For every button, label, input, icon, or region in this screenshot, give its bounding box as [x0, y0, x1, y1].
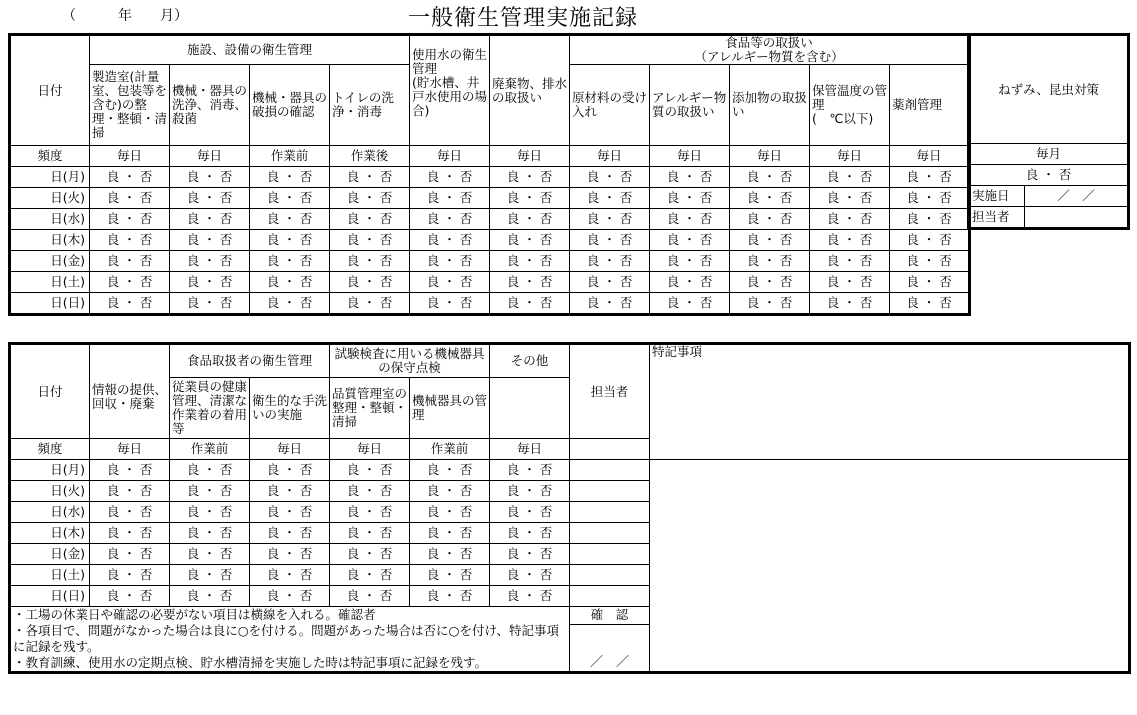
check-cell[interactable]: 良 ・ 否: [170, 565, 250, 586]
check-cell[interactable]: 良 ・ 否: [90, 565, 170, 586]
special-notes-label: 特記事項: [652, 344, 703, 359]
hygiene-table-2: [8, 342, 1131, 674]
check-cell[interactable]: 良 ・ 否: [90, 293, 170, 315]
check-cell[interactable]: 良 ・ 否: [90, 230, 170, 251]
check-cell[interactable]: 良 ・ 否: [490, 251, 570, 272]
day-label: 日(土): [10, 565, 90, 586]
person-cell[interactable]: [570, 586, 650, 607]
col-room: 製造室(計量室、包装等を含む)の整理・整頓・清掃: [90, 65, 170, 146]
col-chemical: 薬剤管理: [890, 65, 970, 146]
day-label: 日(火): [10, 481, 90, 502]
col-waste: 廃棄物、排水の取扱い: [490, 35, 570, 146]
check-cell[interactable]: 良 ・ 否: [410, 188, 490, 209]
check-cell[interactable]: 良 ・ 否: [570, 272, 650, 293]
check-cell[interactable]: 良 ・ 否: [170, 188, 250, 209]
pest-freq: 毎月: [969, 144, 1129, 165]
impl-date-label: 実施日: [969, 186, 1025, 207]
check-cell[interactable]: 良 ・ 否: [90, 272, 170, 293]
check-cell[interactable]: 良 ・ 否: [170, 481, 250, 502]
freq-cell: 作業前: [410, 439, 490, 460]
check-cell[interactable]: 良 ・ 否: [890, 209, 970, 230]
day-label: 日(日): [10, 293, 90, 315]
check-cell[interactable]: 良 ・ 否: [730, 167, 810, 188]
freq-cell: 作業前: [250, 146, 330, 167]
check-cell[interactable]: 良 ・ 否: [490, 586, 570, 607]
freq-cell: 毎日: [810, 146, 890, 167]
check-cell[interactable]: 良 ・ 否: [490, 272, 570, 293]
check-cell[interactable]: 良 ・ 否: [890, 293, 970, 315]
check-cell[interactable]: 良 ・ 否: [490, 481, 570, 502]
check-cell[interactable]: 良 ・ 否: [90, 481, 170, 502]
check-cell[interactable]: 良 ・ 否: [490, 293, 570, 315]
check-cell[interactable]: 良 ・ 否: [90, 586, 170, 607]
check-cell[interactable]: 良 ・ 否: [330, 502, 410, 523]
person-cell[interactable]: [570, 481, 650, 502]
freq-cell: 毎日: [490, 146, 570, 167]
check-cell[interactable]: 良 ・ 否: [90, 209, 170, 230]
check-cell[interactable]: 良 ・ 否: [90, 251, 170, 272]
check-cell[interactable]: 良 ・ 否: [810, 188, 890, 209]
pest-title: ねずみ、昆虫対策: [969, 35, 1129, 144]
freq-cell: 毎日: [570, 146, 650, 167]
check-cell[interactable]: 良 ・ 否: [170, 523, 250, 544]
note-line: ・各項目で、問題がなかった場合は良に○を付ける。問題があった場合は否に○を付け、特記事項に記録を残す。: [13, 623, 559, 654]
check-cell[interactable]: 良 ・ 否: [650, 167, 730, 188]
check-cell[interactable]: 良 ・ 否: [250, 230, 330, 251]
check-cell[interactable]: 良 ・ 否: [730, 293, 810, 315]
check-cell[interactable]: 良 ・ 否: [170, 209, 250, 230]
group-facility-header: 施設、設備の衛生管理: [90, 35, 410, 65]
check-cell[interactable]: 良 ・ 否: [650, 209, 730, 230]
check-cell[interactable]: 良 ・ 否: [650, 251, 730, 272]
check-cell[interactable]: 良 ・ 否: [410, 167, 490, 188]
check-cell[interactable]: 良 ・ 否: [330, 523, 410, 544]
check-cell[interactable]: 良 ・ 否: [410, 565, 490, 586]
check-cell[interactable]: 良 ・ 否: [810, 272, 890, 293]
col-tools-check: 機械・器具の破損の確認: [250, 65, 330, 146]
check-cell[interactable]: 良 ・ 否: [490, 544, 570, 565]
check-cell[interactable]: 良 ・ 否: [410, 481, 490, 502]
col-toilet: トイレの洗浄・消毒: [330, 65, 410, 146]
day-label: 日(月): [10, 460, 90, 481]
check-cell[interactable]: 良 ・ 否: [650, 293, 730, 315]
col-tools-wash: 機械・器具の洗浄、消毒、殺菌: [170, 65, 250, 146]
check-cell[interactable]: 良 ・ 否: [650, 230, 730, 251]
day-row: [10, 251, 970, 272]
check-cell[interactable]: 良 ・ 否: [490, 209, 570, 230]
check-cell[interactable]: 良 ・ 否: [410, 230, 490, 251]
check-cell[interactable]: 良 ・ 否: [410, 544, 490, 565]
day-label: 日(日): [10, 586, 90, 607]
check-cell[interactable]: 良 ・ 否: [330, 565, 410, 586]
check-cell[interactable]: 良 ・ 否: [330, 293, 410, 315]
confirm-label: 確 認: [570, 607, 650, 625]
person-field[interactable]: [1025, 207, 1129, 229]
check-cell[interactable]: 良 ・ 否: [250, 565, 330, 586]
freq-cell: 毎日: [90, 439, 170, 460]
check-cell[interactable]: 良 ・ 否: [170, 230, 250, 251]
check-cell[interactable]: 良 ・ 否: [570, 209, 650, 230]
check-cell[interactable]: 良 ・ 否: [490, 167, 570, 188]
check-cell[interactable]: 良 ・ 否: [890, 230, 970, 251]
check-cell[interactable]: 良 ・ 否: [250, 251, 330, 272]
check-cell[interactable]: 良 ・ 否: [330, 544, 410, 565]
check-cell[interactable]: 良 ・ 否: [410, 293, 490, 315]
col-other-blank: [490, 378, 570, 439]
col-equipment: 機械器具の管理: [410, 378, 490, 439]
freq-cell: 毎日: [250, 439, 330, 460]
day-row: [10, 209, 970, 230]
check-cell[interactable]: 良 ・ 否: [330, 251, 410, 272]
day-row: [10, 481, 1130, 502]
check-cell[interactable]: 良 ・ 否: [410, 460, 490, 481]
check-cell[interactable]: 良 ・ 否: [330, 481, 410, 502]
col-additive: 添加物の取扱い: [730, 65, 810, 146]
day-label: 日(水): [10, 502, 90, 523]
pest-mark[interactable]: 良 ・ 否: [969, 165, 1129, 186]
check-cell[interactable]: 良 ・ 否: [410, 251, 490, 272]
freq-cell: 毎日: [730, 146, 810, 167]
check-cell[interactable]: 良 ・ 否: [490, 523, 570, 544]
freq-cell: 毎日: [890, 146, 970, 167]
check-cell[interactable]: 良 ・ 否: [330, 272, 410, 293]
group-food-header: 食品等の取扱い （アレルギー物質を含む）: [570, 35, 970, 65]
person-cell[interactable]: [570, 502, 650, 523]
check-cell[interactable]: 良 ・ 否: [170, 293, 250, 315]
check-cell[interactable]: 良 ・ 否: [490, 565, 570, 586]
check-cell[interactable]: 良 ・ 否: [170, 544, 250, 565]
check-cell[interactable]: 良 ・ 否: [250, 460, 330, 481]
check-cell[interactable]: 良 ・ 否: [410, 523, 490, 544]
check-cell[interactable]: 良 ・ 否: [330, 230, 410, 251]
col-raw: 原材料の受け入れ: [570, 65, 650, 146]
check-cell[interactable]: 良 ・ 否: [90, 167, 170, 188]
check-cell[interactable]: 良 ・ 否: [90, 188, 170, 209]
check-cell[interactable]: 良 ・ 否: [90, 502, 170, 523]
check-cell[interactable]: 良 ・ 否: [90, 544, 170, 565]
day-row: [10, 230, 970, 251]
col-qc-room: 品質管理室の整理・整頓・清掃: [330, 378, 410, 439]
check-cell[interactable]: 良 ・ 否: [410, 586, 490, 607]
person-label: 担当者: [969, 207, 1025, 229]
check-cell[interactable]: 良 ・ 否: [170, 586, 250, 607]
day-row: [10, 188, 970, 209]
check-cell[interactable]: 良 ・ 否: [730, 188, 810, 209]
check-cell[interactable]: 良 ・ 否: [410, 209, 490, 230]
freq-cell: 毎日: [490, 439, 570, 460]
freq-cell: 毎日: [650, 146, 730, 167]
page-title: 一般衛生管理実施記録: [408, 6, 639, 31]
check-cell[interactable]: 良 ・ 否: [570, 230, 650, 251]
check-cell[interactable]: 良 ・ 否: [170, 251, 250, 272]
special-notes-area[interactable]: [650, 344, 1130, 460]
check-cell[interactable]: 良 ・ 否: [810, 209, 890, 230]
check-cell[interactable]: 良 ・ 否: [570, 188, 650, 209]
check-cell[interactable]: 良 ・ 否: [170, 167, 250, 188]
check-cell[interactable]: 良 ・ 否: [250, 293, 330, 315]
check-cell[interactable]: 良 ・ 否: [410, 272, 490, 293]
check-cell[interactable]: 良 ・ 否: [490, 460, 570, 481]
person-cell[interactable]: [570, 439, 650, 460]
day-row: [10, 293, 970, 315]
date-col-header: 日付: [10, 35, 90, 146]
col-info: 情報の提供、回収・廃棄: [90, 344, 170, 439]
check-cell[interactable]: 良 ・ 否: [250, 586, 330, 607]
check-cell[interactable]: 良 ・ 否: [250, 544, 330, 565]
freq-cell: 作業後: [330, 146, 410, 167]
note-line: ・教育訓練、使用水の定期点検、貯水槽清掃を実施した時は特記事項に記録を残す。: [13, 655, 488, 670]
check-cell[interactable]: 良 ・ 否: [250, 272, 330, 293]
check-cell[interactable]: 良 ・ 否: [90, 523, 170, 544]
check-cell[interactable]: 良 ・ 否: [250, 481, 330, 502]
day-label: 日(金): [10, 251, 90, 272]
check-cell[interactable]: 良 ・ 否: [330, 209, 410, 230]
check-cell[interactable]: 良 ・ 否: [890, 167, 970, 188]
check-cell[interactable]: 良 ・ 否: [810, 293, 890, 315]
check-cell[interactable]: 良 ・ 否: [570, 293, 650, 315]
person-cell[interactable]: [570, 523, 650, 544]
check-cell[interactable]: 良 ・ 否: [170, 272, 250, 293]
check-cell[interactable]: 良 ・ 否: [250, 167, 330, 188]
confirm-field[interactable]: [570, 624, 650, 654]
day-row: [10, 565, 1130, 586]
check-cell[interactable]: 良 ・ 否: [810, 251, 890, 272]
group-handler-header: 食品取扱者の衛生管理: [170, 344, 330, 378]
col-water: 使用水の衛生管理 (貯水槽、井戸水使用の場合): [410, 35, 490, 146]
freq-cell: 作業前: [170, 439, 250, 460]
freq-cell: 毎日: [170, 146, 250, 167]
day-label: 日(木): [10, 523, 90, 544]
group-test-header: 試験検査に用いる機械器具の保守点検: [330, 344, 490, 378]
person-cell[interactable]: [570, 565, 650, 586]
day-label: 日(木): [10, 230, 90, 251]
col-temp: 保管温度の管理 ( ℃以下): [810, 65, 890, 146]
check-cell[interactable]: 良 ・ 否: [730, 251, 810, 272]
check-cell[interactable]: 良 ・ 否: [490, 502, 570, 523]
date-col-header-2: 日付: [10, 344, 90, 439]
col-handwash: 衛生的な手洗いの実施: [250, 378, 330, 439]
check-cell[interactable]: 良 ・ 否: [810, 230, 890, 251]
check-cell[interactable]: 良 ・ 否: [330, 167, 410, 188]
confirm-date[interactable]: ／ ／: [570, 654, 650, 672]
day-row: [10, 167, 970, 188]
check-cell[interactable]: 良 ・ 否: [490, 188, 570, 209]
check-cell[interactable]: 良 ・ 否: [250, 502, 330, 523]
check-cell[interactable]: 良 ・ 否: [570, 251, 650, 272]
check-cell[interactable]: 良 ・ 否: [650, 188, 730, 209]
check-cell[interactable]: 良 ・ 否: [570, 167, 650, 188]
hygiene-table-1: [8, 33, 971, 316]
notes-block: [10, 607, 570, 673]
check-cell[interactable]: 良 ・ 否: [170, 502, 250, 523]
day-label: 日(金): [10, 544, 90, 565]
freq-label-2: 頻度: [10, 439, 90, 460]
check-cell[interactable]: 良 ・ 否: [410, 502, 490, 523]
check-cell[interactable]: 良 ・ 否: [730, 230, 810, 251]
day-row: [10, 502, 1130, 523]
check-cell[interactable]: 良 ・ 否: [170, 460, 250, 481]
check-cell[interactable]: 良 ・ 否: [250, 188, 330, 209]
check-cell[interactable]: 良 ・ 否: [330, 586, 410, 607]
day-label: 日(火): [10, 188, 90, 209]
check-cell[interactable]: 良 ・ 否: [730, 209, 810, 230]
check-cell[interactable]: 良 ・ 否: [890, 272, 970, 293]
check-cell[interactable]: 良 ・ 否: [90, 460, 170, 481]
freq-label: 頻度: [10, 146, 90, 167]
impl-date-field[interactable]: ／ ／: [1025, 186, 1129, 207]
day-label: 日(月): [10, 167, 90, 188]
check-cell[interactable]: 良 ・ 否: [890, 251, 970, 272]
check-cell[interactable]: 良 ・ 否: [330, 460, 410, 481]
day-row: [10, 586, 1130, 607]
check-cell[interactable]: 良 ・ 否: [650, 272, 730, 293]
day-row: [10, 272, 970, 293]
freq-cell: 毎日: [410, 146, 490, 167]
freq-cell: 毎日: [330, 439, 410, 460]
check-cell[interactable]: 良 ・ 否: [890, 188, 970, 209]
freq-cell: 毎日: [90, 146, 170, 167]
period-label: （ 年 月）: [62, 8, 188, 24]
day-row: [10, 544, 1130, 565]
day-label: 日(水): [10, 209, 90, 230]
check-cell[interactable]: 良 ・ 否: [330, 188, 410, 209]
check-cell[interactable]: 良 ・ 否: [810, 167, 890, 188]
check-cell[interactable]: 良 ・ 否: [250, 209, 330, 230]
col-person: 担当者: [570, 344, 650, 439]
col-other: その他: [490, 344, 570, 378]
pest-control-box: [967, 33, 1130, 230]
day-row: [10, 460, 1130, 481]
day-row: [10, 523, 1130, 544]
note-line: ・工場の休業日や確認の必要がない項目は横線を入れる。確認者: [13, 607, 376, 622]
person-cell[interactable]: [570, 460, 650, 481]
day-label: 日(土): [10, 272, 90, 293]
col-allergen: アレルギー物質の取扱い: [650, 65, 730, 146]
check-cell[interactable]: 良 ・ 否: [490, 230, 570, 251]
check-cell[interactable]: 良 ・ 否: [250, 523, 330, 544]
check-cell[interactable]: 良 ・ 否: [730, 272, 810, 293]
person-cell[interactable]: [570, 544, 650, 565]
col-health: 従業員の健康管理、清潔な作業着の着用等: [170, 378, 250, 439]
